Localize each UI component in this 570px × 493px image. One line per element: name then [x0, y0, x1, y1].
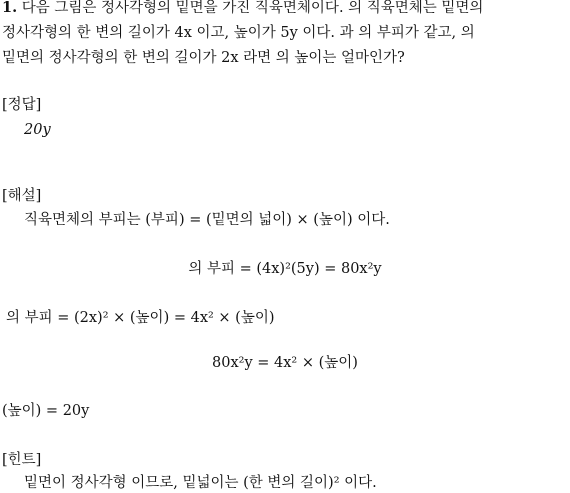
problem-line-1 — [2, 0, 483, 18]
problem-text-1: 다음 그림은 정사각형의 밑면을 가진 직육면체이다. 의 직육면체는 밑면의 — [21, 0, 484, 16]
explanation-equation-2: 의 부피 = (2x)² × (높이) = 4x² × (높이) — [6, 310, 275, 326]
hint-header: [힌트] — [2, 452, 42, 468]
answer-header: [정답] — [2, 97, 42, 113]
hint-text: 밑면이 정사각형 이므로, 밑넓이는 (한 변의 길이)² 이다. — [24, 475, 377, 491]
explanation-result: (높이) = 20y — [2, 403, 90, 419]
problem-line-2: 정사각형의 한 변의 길이가 4x 이고, 높이가 5y 이다. 과 의 부피가 같고, 의 — [2, 25, 475, 41]
problem-number: 1. — [2, 0, 18, 16]
answer-value: 20y — [24, 122, 51, 138]
explanation-header: [해설] — [2, 188, 42, 204]
explanation-equation-1: 의 부피 = (4x)²(5y) = 80x²y — [188, 261, 382, 277]
explanation-equation-3: 80x²y = 4x² × (높이) — [212, 355, 358, 371]
problem-line-3: 밑면의 정사각형의 한 변의 길이가 2x 라면 의 높이는 얼마인가? — [2, 50, 405, 66]
explanation-intro: 직육면체의 부피는 (부피) = (밑면의 넓이) × (높이) 이다. — [24, 212, 390, 228]
